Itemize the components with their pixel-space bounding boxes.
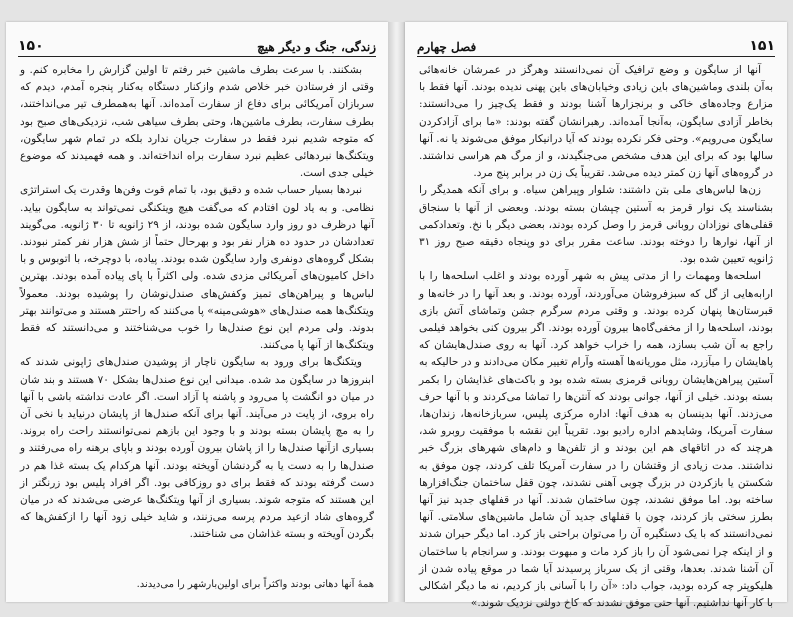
left-body-text	[20, 62, 374, 544]
right-header-title: فصل چهارم	[417, 40, 477, 54]
left-header-title: زندگی، جنگ و دیگر هیچ	[257, 40, 376, 54]
right-running-head	[417, 32, 775, 57]
right-page-number: ۱۵۱	[749, 38, 775, 54]
left-paragraph-1: بشکنند. با سرعت بطرف ماشین خبر رفتم تا اولین گزارش را مخابره کنم. و وقتی از فرستادن خبر خلاص شدم وازکنار دستگاه به‌کنار پنجره آمدم، دیدم که سربازان آمریکائی برای دفاع از سفارت آمده‌اند. آنها به‌همطرف تیر می‌انداختند، بطرف سفارت، بطرف ماشین‌ها، وحتی بطرف سیاهی شب، نزدیکی‌های صبح بود که متوجه شدیم نبرد فقط در سفارت جریان ندارد بلکه در تمام شهر سایگون، ویتکنگ‌ها نبردهائی عظیم نبرد سفارت براه انداخته‌اند. و همه فهمیدند که موضوع خیلی جدی است.	[20, 64, 374, 180]
right-paragraph-1: آنها از سایگون و وضع ترافیک آن نمی‌دانستند وهرگز در عمرشان خانه‌هائی به‌آن بلندی وماشین‌های باین زیادی وخیابان‌های باین پهنی ندیده بودند. آنها فقط با مزارع وجاده‌های خاکی و برنجزارها آشنا بودند و فقط یک‌چیز را می‌دانستند: بخاطر آزادی سایگون، به‌آنجا آمده‌اند. رهبرانشان گفته بودند: «ما برای آزادکردن سایگون می‌رویم». وحتی فکر نکرده بودند که آیا درانیکار موفق می‌شوند یا نه. آنها سالها بود که برای این هدف مشخص می‌جنگیدند، و از مرگ هم هراسی نداشتند. در گروه‌های آنها زن کمتر دیده می‌شد. تقریباً یک زن در برابر پنج مرد.	[419, 64, 773, 180]
left-paragraph-3: ویتکنگ‌ها برای ورود به سایگون ناچار از پوشیدن صندل‌های ژاپونی شدند که ابنروزها در سایگون مد شده. میدانی این نوع صندل‌ها بشکل ۷۰ هستند و بند شان در میان دو انگشت پا می‌رود و پاشنه پا آزاد است. اگر عادت نداشته باشی با آنها راه بروی، از پایت در می‌آیند. آنها برای آنکه صندل‌ها از پایشان درنیاید با نخی آن را به مچ پایشان بسته بودند و با وجود این بازهم نمی‌توانستند راحت راه بروند. بسیاری ازآنها صندل‌ها را از پاشان بیرون آورده بودند و باپای برهنه راه می‌رفتند و صندل‌ها را به دست یا به گردنشان آویخته بودند. آنها هرکدام یک بسته غذا هم در دست گرفته بودند که فقط برای دو روزکافی بود. اگر افراد پلیس بود زرنگتر از این هستند که متوجه شوند. بسیاری از آنها ویتکنگ‌ها عرضی می‌شدند که در میان گروه‌های شاد ازعید مردم پرسه می‌زنند، و شاید خیلی زود آنها را ازکفش‌ها که بگردن آویخته و بسته غذاشان می شناختند.	[20, 356, 375, 541]
right-body-text	[419, 62, 773, 613]
book-gutter	[388, 22, 405, 602]
right-paragraph-3: اسلحه‌ها ومهمات را از مدتی پیش به شهر آورده بودند و اغلب اسلحه‌ها را با ارابه‌هایی از گل که سبزفروشان می‌آوردند، آورده بودند. و بعد آنها را در خانه‌ها و قبرستان‌ها پنهان کرده بودند. و وقتی مردم سرگرم جشن وتماشای آتش بازی بودند، اسلحه‌ها را از مخفی‌گاه‌ها بیرون آورده بودند. اگر بیرون کنی بخواهد فیلمی راجع به آن شب بسازد، همه را خراب خواهد کرد. آنها به روی صندل‌هایشان که پاهایشان را میآزرد، مثل موریانه‌ها آهسته وآرام تغییر مکان می‌دادند و در حالیکه به آستین پیراهن‌هایشان روبانی قرمزی بسته شده بود و باکت‌های غذایشان را بکمر بسته بودند. خیلی از آنها، جوانی بودند که آنتن‌ها را تماشا می‌کردند و با آنها حرف می‌زدند. آنها بدینسان به هدف آنها: اداره مرکزی پلیس، سربازخانه‌ها، زندان‌ها، سفارت آمریکا، وشایدهم اداره رادیو بود. تقریباً این نقشه با موفقیت روبرو شد، هرچند که در اتاقهای هم این بودند و از تلفن‌ها و دام‌های شهرهای بزرگ خبر نداشتند. مدت زیادی از وقتشان را در سفارت آمریکا تلف کردند، چون موفق به شکستن یا بازکردن در بزرگ چوبی آهنی نشدند، چون قفل ساختمان جنگ‌افزار‌ها ساخته بود. اما موفق نشدند، چون ساختمان شدند. آنها در قفلهای جدید نیز آنها بطرز سختی باز کردند، چون با قفلهای جدید آن شامل ماشین‌های سلامتی. آنها نمی‌دانستند که با یک دستگیره آن را می‌توان براحتی باز کرد. اما دیگر حیران شدند و از اینکه چرا نمی‌شود آن را باز کرد مات و مبهوت بودند. و سرانجام با ساختمان آن آشنا شدند. بعدها، وقتی از یک سرباز پرسیدند آیا شما در موقع پیاده شدن از هلیکوپتر چه کرده بودید، جواب داد: «آن را با آسانی باز کردیم، نه ما دیگر اشکالی با کار آنها نداشتیم. آنها حتی موفق نشدند که کاخ دولتی نزدیک شوند.»	[419, 270, 773, 610]
left-page-number: ۱۵۰	[18, 38, 44, 54]
left-running-head	[18, 32, 376, 57]
right-paragraph-2: زن‌ها لباس‌های ملی بتن داشتند: شلوار وپیراهن سیاه. و برای آنکه همدیگر را بشناسند یک نوار قرمز به آستین چپشان بسته بودند. وبعضی از آنها با سنجاق قفلی‌های نوزادان روبانی قرمز را وصل کرده بودند، بعضی دیگر با نخ. وتعدادکمی از آنها، نوارها را دوخته بودند. ساعت مقرر برای دو وپنجاه دقیقه صبح روز ۳۱ ژانویه تعیین شده بود.	[419, 184, 773, 266]
left-footnote: همهٔ آنها دهاتی بودند واکثراً برای اولین‌بارشهر را می‌دیدند.	[136, 579, 374, 590]
left-page	[6, 22, 388, 602]
right-page	[405, 22, 787, 610]
left-paragraph-2: نبردها بسیار حساب شده و دقیق بود، با تمام قوت وفن‌ها وقدرت یک استراتژی نظامی. و به یاد لون افتادم که می‌گفت هیچ ویتکنگی نمی‌تواند به سایگون بیاید. آنها درظرف دو روز وارد سایگون شده بودند، از ۲۹ ژانویه تا ۳۰ ژانویه. می‌گویند تعدادشان در حدود ده هزار نفر بود و بهرحال حتماً از شش هزار نفر کمتر نبودند. بشکل گروه‌های دونفری وارد سایگون شده بودند. پیاده، با دوچرخه، با اتوبوس و با داخل کامیون‌های آمریکائی مزدی شده. ولی اکثراً با پای پیاده آمده بودند. بهترین لباس‌ها و پیراهن‌های تمیز وکفش‌های صندل‌نوشان را پوشیده بودند. معمولاً ویتکنگ‌ها همه صندل‌های «هوشی‌مینه» پا می‌کنند که راحتتر هستند و می‌توانند بهتر بدوند. ولی مردم این نوع صندل‌ها را خوب می‌شناختند و می‌دانستند که فقط ویتکنگ‌ها از آنها پا می‌کنند.	[20, 184, 374, 352]
